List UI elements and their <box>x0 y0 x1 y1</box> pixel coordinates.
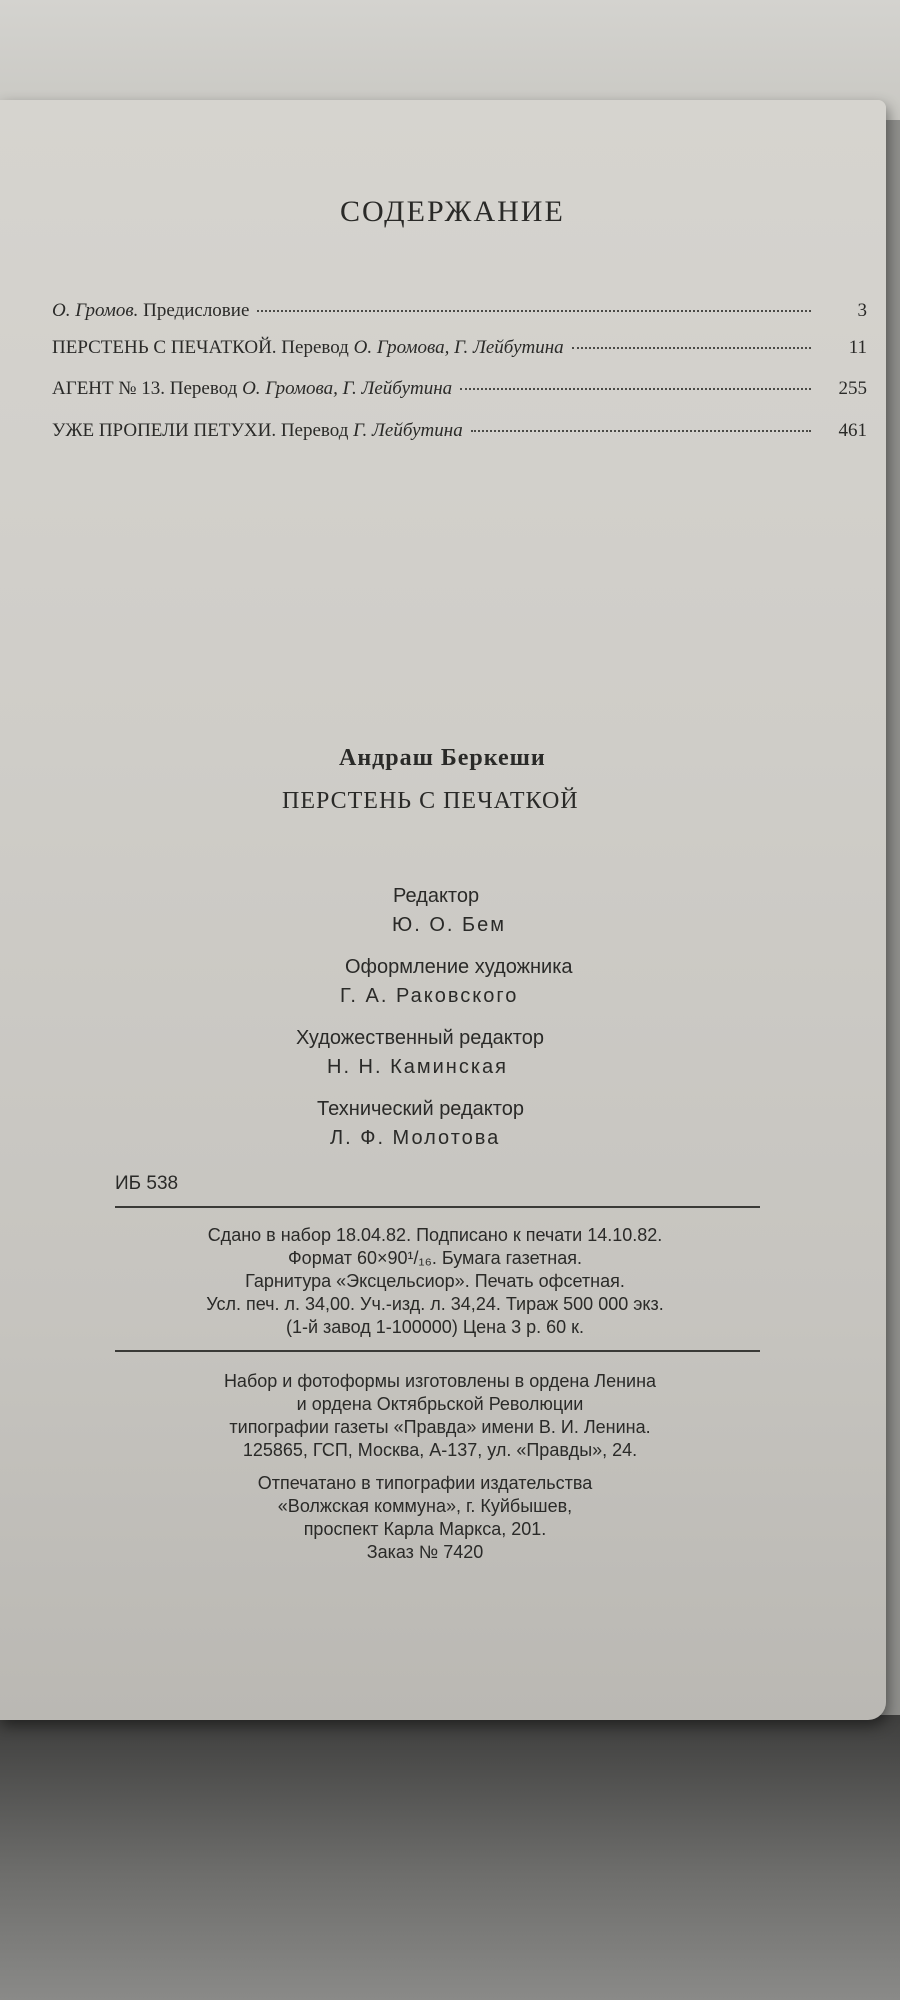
printed-at-line: Отпечатано в типографии издательства <box>257 1473 593 1493</box>
print-detail-line: Гарнитура «Эксцельсиор». Печать офсетная. <box>245 1271 625 1291</box>
credit-role: Художественный редактор <box>296 1027 544 1049</box>
toc-entry-page: 461 <box>838 420 867 441</box>
toc-entry[interactable] <box>52 337 867 367</box>
print-details <box>125 1224 745 1339</box>
background-surface-bottom <box>0 1715 900 2000</box>
toc-dot-leader <box>460 388 811 390</box>
printed-at-line: «Волжская коммуна», г. Куйбышев, <box>277 1496 573 1516</box>
credit-name: Г. А. Раковского <box>340 985 519 1007</box>
credit-role: Оформление художника <box>345 956 573 978</box>
toc-entry-translator: О. Громова, Г. Лейбутина <box>242 378 453 399</box>
divider-line <box>115 1206 760 1208</box>
book-title: ПЕРСТЕНЬ С ПЕЧАТКОЙ <box>282 788 579 814</box>
toc-entry-title: УЖЕ ПРОПЕЛИ ПЕТУХИ. Перевод <box>52 420 349 441</box>
credit-role: Технический редактор <box>317 1098 524 1120</box>
toc-entry[interactable] <box>52 300 867 330</box>
printed-at-line: проспект Карла Маркса, 201. <box>303 1519 547 1539</box>
book-author: Андраш Беркеши <box>339 745 546 771</box>
credit-name: Л. Ф. Молотова <box>330 1127 501 1149</box>
print-detail-line: Сдано в набор 18.04.82. Подписано к печати 14.10.82. <box>207 1225 663 1245</box>
order-number: Заказ № 7420 <box>366 1542 484 1562</box>
toc-entry-author: О. Громов. <box>52 300 139 321</box>
printer-info-line: типографии газеты «Правда» имени В. И. Ленина. <box>229 1417 651 1437</box>
toc-entry-translator: Г. Лейбутина <box>353 420 463 441</box>
toc-entry-translator: О. Громова, Г. Лейбутина <box>353 337 564 358</box>
toc-entry-page: 11 <box>848 337 867 358</box>
toc-dot-leader <box>572 347 811 349</box>
printer-info-line: 125865, ГСП, Москва, А-137, ул. «Правды», 24. <box>242 1440 638 1460</box>
printed-at <box>165 1472 685 1564</box>
toc-entry-page: 255 <box>838 378 867 399</box>
printer-info-line: Набор и фотоформы изготовлены в ордена Ленина <box>223 1371 657 1391</box>
toc-entry[interactable] <box>52 378 867 408</box>
toc-entry-title: АГЕНТ № 13. Перевод <box>52 378 238 399</box>
toc-dot-leader <box>257 310 811 312</box>
toc-entry[interactable] <box>52 420 867 450</box>
print-detail-line: Усл. печ. л. 34,00. Уч.-изд. л. 34,24. Тираж 500 000 экз. <box>206 1294 664 1314</box>
toc-dot-leader <box>471 430 811 432</box>
print-detail-line: (1-й завод 1-100000) Цена 3 р. 60 к. <box>285 1317 585 1337</box>
toc-heading: СОДЕРЖАНИЕ <box>340 195 565 228</box>
divider-line <box>115 1350 760 1352</box>
toc-entry-title: Предисловие <box>143 300 250 321</box>
credit-name: Н. Н. Каминская <box>327 1056 508 1078</box>
print-detail-line: Формат 60×90¹/₁₆. Бумага газетная. <box>288 1248 582 1268</box>
toc-entry-page: 3 <box>857 300 867 321</box>
printer-info <box>140 1370 740 1462</box>
toc-entry-title: ПЕРСТЕНЬ С ПЕЧАТКОЙ. Перевод <box>52 337 349 358</box>
credit-name: Ю. О. Бем <box>392 914 506 936</box>
ib-number: ИБ 538 <box>115 1173 179 1194</box>
credit-role: Редактор <box>393 885 480 907</box>
printer-info-line: и ордена Октябрьской Революции <box>296 1394 584 1414</box>
